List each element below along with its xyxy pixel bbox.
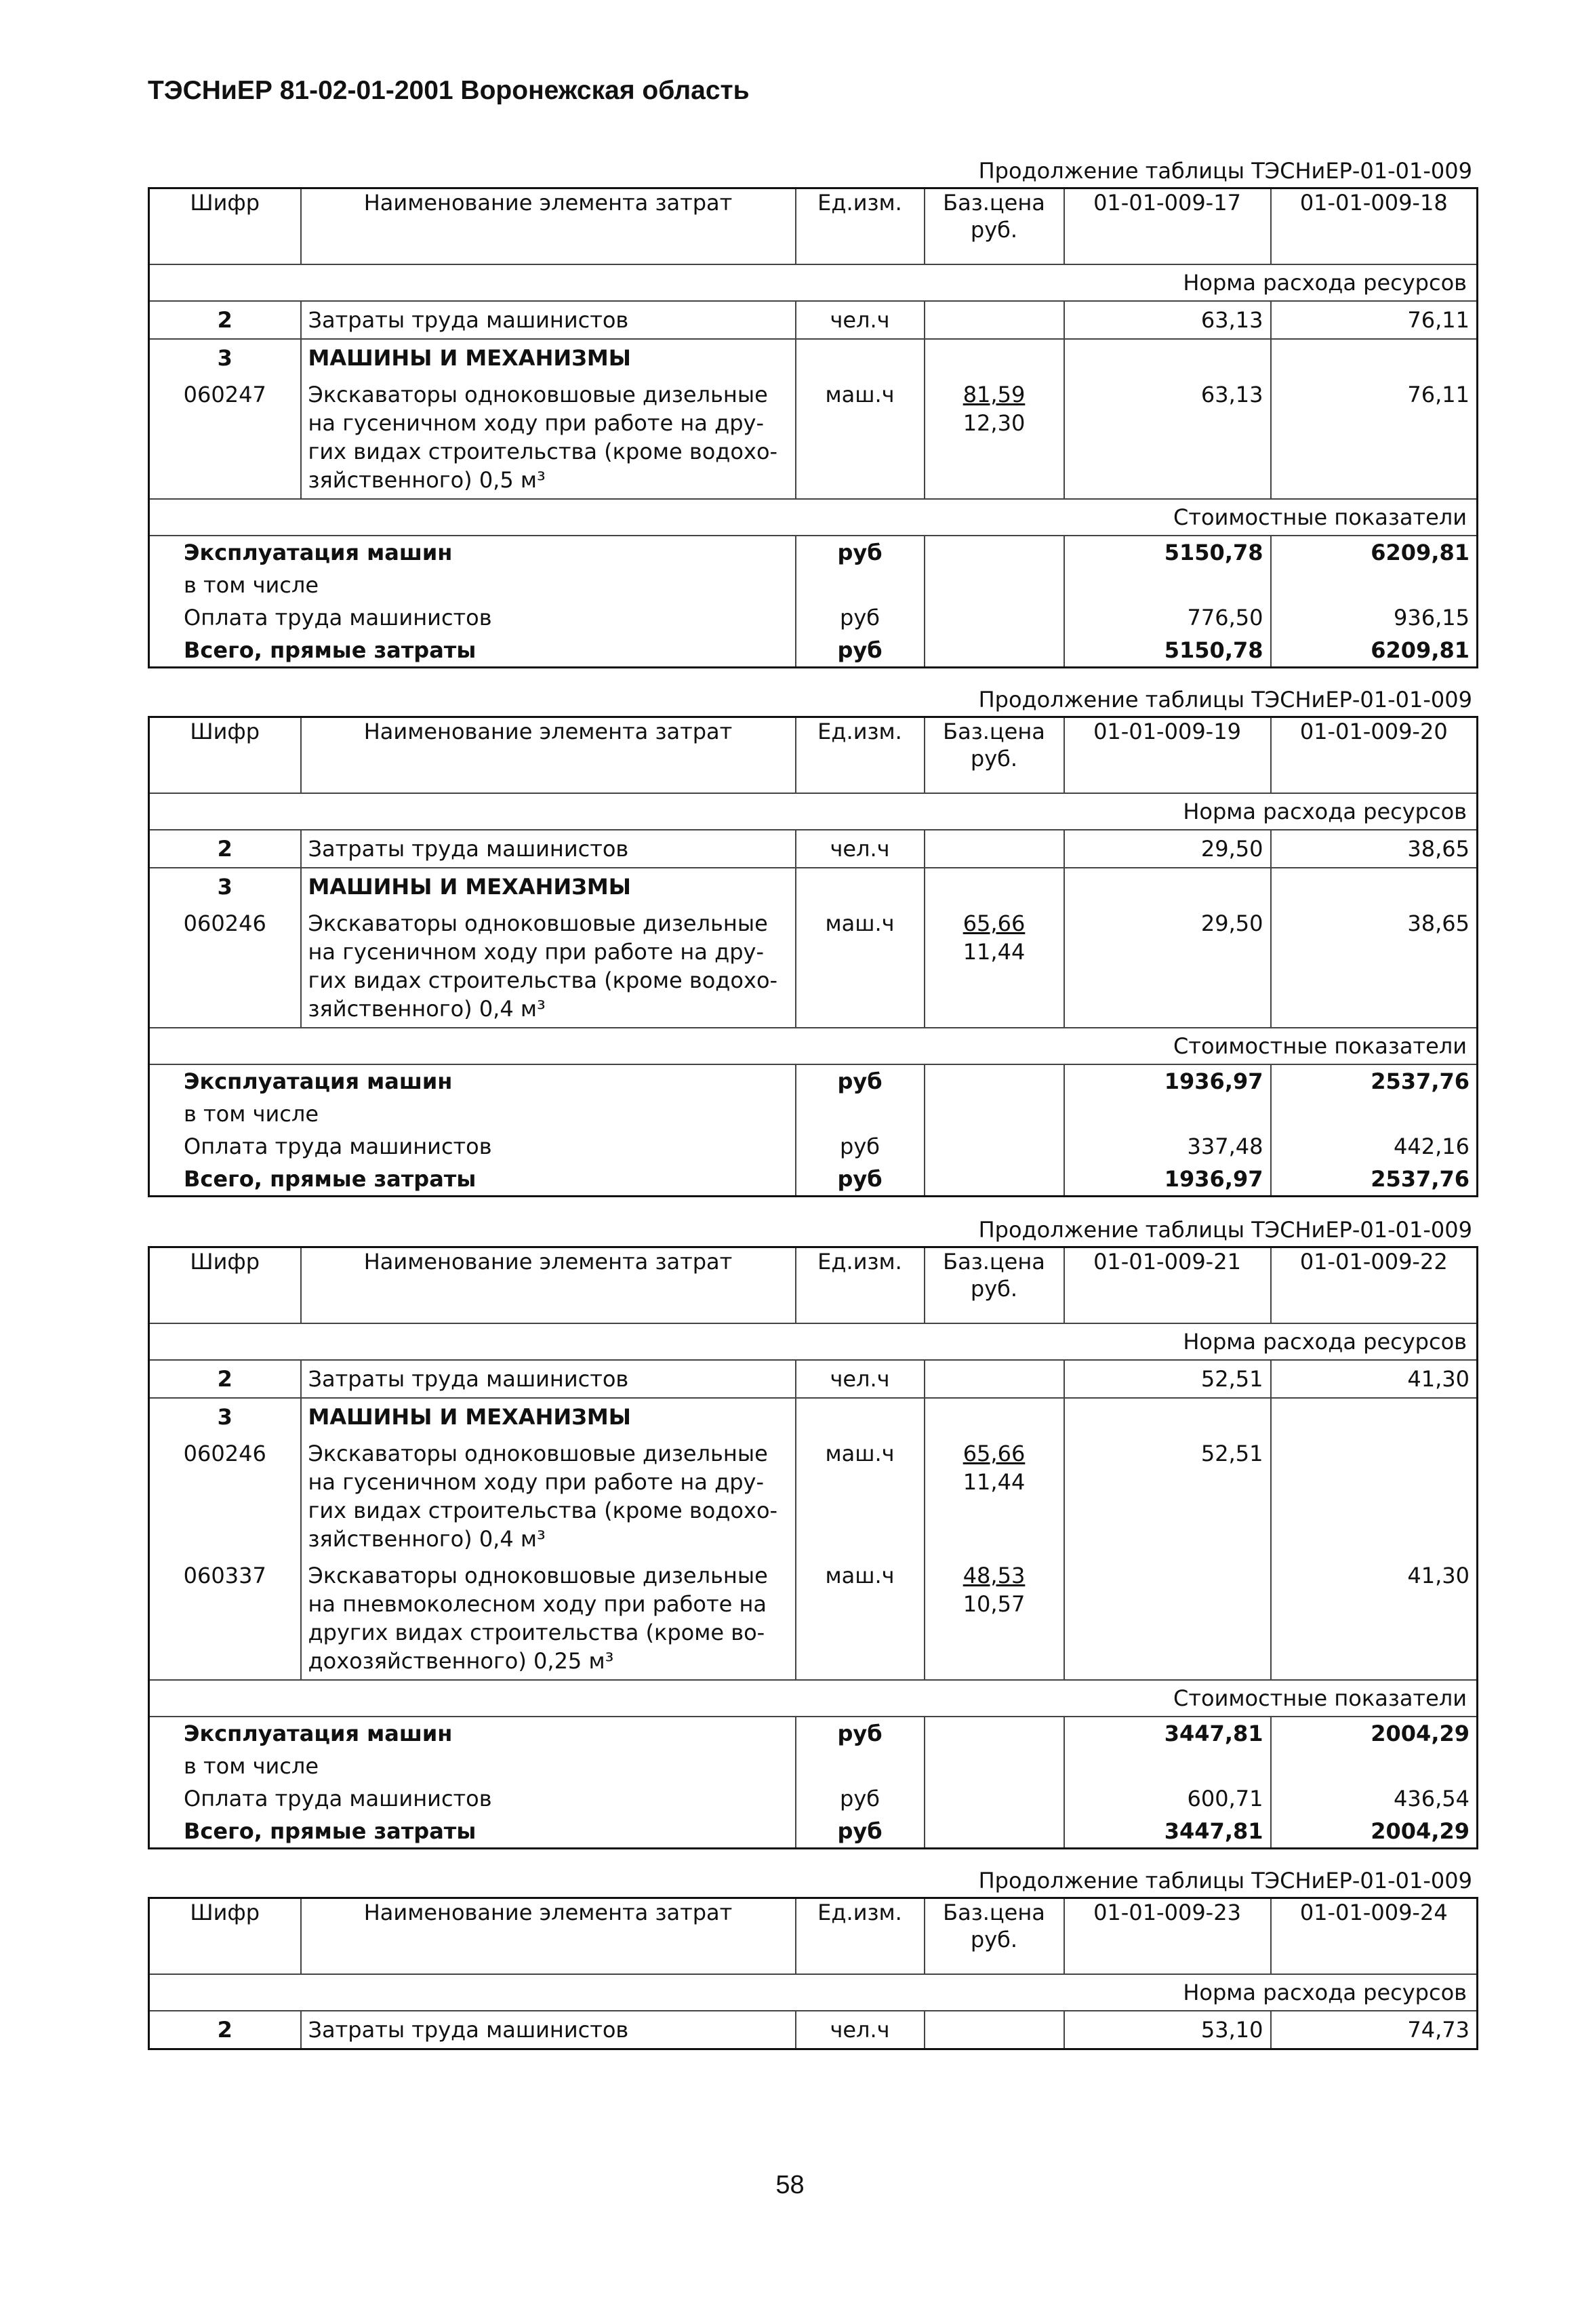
norm-table: [148, 1897, 1478, 2050]
total-unit: руб: [796, 634, 925, 668]
col-b-header: 01-01-009-24: [1271, 1898, 1478, 1975]
machines-title: МАШИНЫ И МЕХАНИЗМЫ: [301, 339, 796, 376]
exploitation-label: Эксплуатация машин: [149, 1717, 796, 1750]
labor-unit: чел.ч: [796, 301, 925, 339]
labor-pay-label: Оплата труда машинистов: [149, 601, 796, 634]
col-b-header: 01-01-009-22: [1271, 1247, 1478, 1324]
norm-subheader-row: [149, 1974, 1478, 2011]
machines-title: МАШИНЫ И МЕХАНИЗМЫ: [301, 868, 796, 905]
labor-unit: чел.ч: [796, 830, 925, 868]
norm-table-section: [148, 155, 1476, 668]
total-value-a: 1936,97: [1064, 1163, 1271, 1197]
machines-code: 3: [149, 868, 301, 905]
table-row: [149, 1782, 1478, 1815]
machine-code: 060246: [149, 905, 301, 1028]
labor-code: 2: [149, 1360, 301, 1398]
col-unit-header: Ед.изм.: [796, 1247, 925, 1324]
machine-name: Экскаваторы одноковшовые дизельные на гусеничном ходу при работе на дру- гих видах строительства (кроме водохо- зяйственного) 0,4 м³: [301, 905, 796, 1028]
col-price-header: Баз.цена руб.: [925, 717, 1064, 794]
table-header-row: [149, 1247, 1478, 1324]
labor-value-b: 41,30: [1271, 1360, 1478, 1398]
col-code-header: Шифр: [149, 1898, 301, 1975]
col-b-header: 01-01-009-18: [1271, 188, 1478, 265]
labor-name: Затраты труда машинистов: [301, 830, 796, 868]
machine-price: 81,59 12,30: [925, 376, 1064, 499]
machine-value-a: [1064, 1557, 1271, 1680]
col-unit-header: Ед.изм.: [796, 188, 925, 265]
col-name-header: Наименование элемента затрат: [301, 1898, 796, 1975]
machine-value-b: 76,11: [1271, 376, 1478, 499]
exploitation-label: Эксплуатация машин: [149, 1064, 796, 1098]
labor-value-b: 38,65: [1271, 830, 1478, 868]
cost-subheader-row: [149, 1028, 1478, 1064]
table-header-row: [149, 188, 1478, 265]
total-label: Всего, прямые затраты: [149, 634, 796, 668]
col-name-header: Наименование элемента затрат: [301, 188, 796, 265]
table-header-row: [149, 1898, 1478, 1975]
labor-value-b: 76,11: [1271, 301, 1478, 339]
machine-price: 48,53 10,57: [925, 1557, 1064, 1680]
table-continuation-title: Продолжение таблицы ТЭСНиЕР-01-01-009: [978, 687, 1472, 713]
labor-pay-unit: руб: [796, 601, 925, 634]
total-unit: руб: [796, 1815, 925, 1849]
labor-pay-unit: руб: [796, 1782, 925, 1815]
labor-pay-value-b: 442,16: [1271, 1130, 1478, 1163]
table-row: [149, 601, 1478, 634]
table-row: [149, 301, 1478, 339]
labor-value-a: 53,10: [1064, 2011, 1271, 2049]
machine-price: 65,66 11,44: [925, 905, 1064, 1028]
table-continuation-title: Продолжение таблицы ТЭСНиЕР-01-01-009: [978, 1868, 1472, 1894]
table-header-row: [149, 717, 1478, 794]
exploitation-unit: руб: [796, 536, 925, 569]
machine-unit: маш.ч: [796, 1435, 925, 1557]
table-row: [149, 1360, 1478, 1398]
norm-table-section: [148, 1864, 1476, 2050]
table-continuation-title: Продолжение таблицы ТЭСНиЕР-01-01-009: [978, 158, 1472, 184]
machine-code: 060247: [149, 376, 301, 499]
norm-table: [148, 716, 1478, 1197]
including-label: в том числе: [149, 1098, 796, 1130]
col-price-header: Баз.цена руб.: [925, 1898, 1064, 1975]
total-label: Всего, прямые затраты: [149, 1815, 796, 1849]
page-number: 58: [775, 2171, 805, 2199]
total-value-a: 5150,78: [1064, 634, 1271, 668]
table-row: [149, 1398, 1478, 1435]
table-row: [149, 1815, 1478, 1849]
labor-unit: чел.ч: [796, 2011, 925, 2049]
labor-value-a: 63,13: [1064, 301, 1271, 339]
table-row: [149, 1717, 1478, 1750]
exploitation-unit: руб: [796, 1064, 925, 1098]
table-row: [149, 339, 1478, 376]
norm-label: Норма расхода ресурсов: [149, 1323, 1478, 1360]
including-label: в том числе: [149, 569, 796, 601]
table-row: [149, 569, 1478, 601]
machine-unit: маш.ч: [796, 376, 925, 499]
norm-table: [148, 1246, 1478, 1849]
col-name-header: Наименование элемента затрат: [301, 1247, 796, 1324]
total-value-b: 2537,76: [1271, 1163, 1478, 1197]
machine-name: Экскаваторы одноковшовые дизельные на гусеничном ходу при работе на дру- гих видах строительства (кроме водохо- зяйственного) 0,4 м³: [301, 1435, 796, 1557]
machine-code: 060337: [149, 1557, 301, 1680]
machine-code: 060246: [149, 1435, 301, 1557]
labor-pay-value-a: 600,71: [1064, 1782, 1271, 1815]
labor-pay-value-b: 936,15: [1271, 601, 1478, 634]
exploitation-value-a: 3447,81: [1064, 1717, 1271, 1750]
table-row: [149, 1435, 1478, 1557]
col-unit-header: Ед.изм.: [796, 1898, 925, 1975]
exploitation-value-b: 6209,81: [1271, 536, 1478, 569]
machine-value-a: 52,51: [1064, 1435, 1271, 1557]
labor-code: 2: [149, 830, 301, 868]
machine-value-b: [1271, 1435, 1478, 1557]
exploitation-label: Эксплуатация машин: [149, 536, 796, 569]
labor-unit: чел.ч: [796, 1360, 925, 1398]
col-a-header: 01-01-009-17: [1064, 188, 1271, 265]
total-label: Всего, прямые затраты: [149, 1163, 796, 1197]
machine-value-a: 63,13: [1064, 376, 1271, 499]
table-row: [149, 536, 1478, 569]
col-a-header: 01-01-009-21: [1064, 1247, 1271, 1324]
machine-name: Экскаваторы одноковшовые дизельные на пневмоколесном ходу при работе на других видах строительства (кроме во- дохозяйственного) 0,25 м³: [301, 1557, 796, 1680]
table-row: [149, 1750, 1478, 1782]
table-row: [149, 905, 1478, 1028]
exploitation-value-b: 2004,29: [1271, 1717, 1478, 1750]
col-b-header: 01-01-009-20: [1271, 717, 1478, 794]
total-value-b: 2004,29: [1271, 1815, 1478, 1849]
machine-name: Экскаваторы одноковшовые дизельные на гусеничном ходу при работе на дру- гих видах строительства (кроме водохо- зяйственного) 0,5 м³: [301, 376, 796, 499]
page-header: ТЭСНиЕР 81-02-01-2001 Воронежская область: [148, 76, 750, 105]
norm-subheader-row: [149, 264, 1478, 301]
table-row: [149, 1163, 1478, 1197]
col-code-header: Шифр: [149, 717, 301, 794]
cost-label: Стоимостные показатели: [149, 1680, 1478, 1717]
table-row: [149, 2011, 1478, 2049]
total-unit: руб: [796, 1163, 925, 1197]
col-code-header: Шифр: [149, 1247, 301, 1324]
labor-pay-value-a: 776,50: [1064, 601, 1271, 634]
labor-pay-value-a: 337,48: [1064, 1130, 1271, 1163]
labor-pay-label: Оплата труда машинистов: [149, 1782, 796, 1815]
total-value-b: 6209,81: [1271, 634, 1478, 668]
machines-title: МАШИНЫ И МЕХАНИЗМЫ: [301, 1398, 796, 1435]
col-a-header: 01-01-009-23: [1064, 1898, 1271, 1975]
table-row: [149, 868, 1478, 905]
machines-code: 3: [149, 339, 301, 376]
table-row: [149, 1557, 1478, 1680]
labor-pay-unit: руб: [796, 1130, 925, 1163]
machines-code: 3: [149, 1398, 301, 1435]
norm-label: Норма расхода ресурсов: [149, 793, 1478, 830]
including-label: в том числе: [149, 1750, 796, 1782]
norm-subheader-row: [149, 793, 1478, 830]
cost-label: Стоимостные показатели: [149, 1028, 1478, 1064]
exploitation-value-b: 2537,76: [1271, 1064, 1478, 1098]
exploitation-value-a: 5150,78: [1064, 536, 1271, 569]
labor-name: Затраты труда машинистов: [301, 2011, 796, 2049]
machine-value-b: 38,65: [1271, 905, 1478, 1028]
machine-unit: маш.ч: [796, 1557, 925, 1680]
table-row: [149, 634, 1478, 668]
table-row: [149, 830, 1478, 868]
labor-name: Затраты труда машинистов: [301, 1360, 796, 1398]
exploitation-value-a: 1936,97: [1064, 1064, 1271, 1098]
col-a-header: 01-01-009-19: [1064, 717, 1271, 794]
table-row: [149, 1130, 1478, 1163]
norm-label: Норма расхода ресурсов: [149, 1974, 1478, 2011]
col-code-header: Шифр: [149, 188, 301, 265]
table-continuation-title: Продолжение таблицы ТЭСНиЕР-01-01-009: [978, 1217, 1472, 1243]
labor-code: 2: [149, 301, 301, 339]
table-row: [149, 1098, 1478, 1130]
col-name-header: Наименование элемента затрат: [301, 717, 796, 794]
labor-value-a: 29,50: [1064, 830, 1271, 868]
norm-label: Норма расхода ресурсов: [149, 264, 1478, 301]
machine-value-b: 41,30: [1271, 1557, 1478, 1680]
machine-price: 65,66 11,44: [925, 1435, 1064, 1557]
col-unit-header: Ед.изм.: [796, 717, 925, 794]
labor-pay-label: Оплата труда машинистов: [149, 1130, 796, 1163]
cost-subheader-row: [149, 499, 1478, 536]
labor-value-b: 74,73: [1271, 2011, 1478, 2049]
table-row: [149, 1064, 1478, 1098]
norm-table: [148, 187, 1478, 668]
cost-label: Стоимостные показатели: [149, 499, 1478, 536]
cost-subheader-row: [149, 1680, 1478, 1717]
machine-unit: маш.ч: [796, 905, 925, 1028]
norm-table-section: [148, 683, 1476, 1197]
table-row: [149, 376, 1478, 499]
labor-pay-value-b: 436,54: [1271, 1782, 1478, 1815]
labor-code: 2: [149, 2011, 301, 2049]
total-value-a: 3447,81: [1064, 1815, 1271, 1849]
norm-table-section: [148, 1214, 1476, 1849]
labor-value-a: 52,51: [1064, 1360, 1271, 1398]
col-price-header: Баз.цена руб.: [925, 1247, 1064, 1324]
exploitation-unit: руб: [796, 1717, 925, 1750]
col-price-header: Баз.цена руб.: [925, 188, 1064, 265]
machine-value-a: 29,50: [1064, 905, 1271, 1028]
labor-name: Затраты труда машинистов: [301, 301, 796, 339]
norm-subheader-row: [149, 1323, 1478, 1360]
